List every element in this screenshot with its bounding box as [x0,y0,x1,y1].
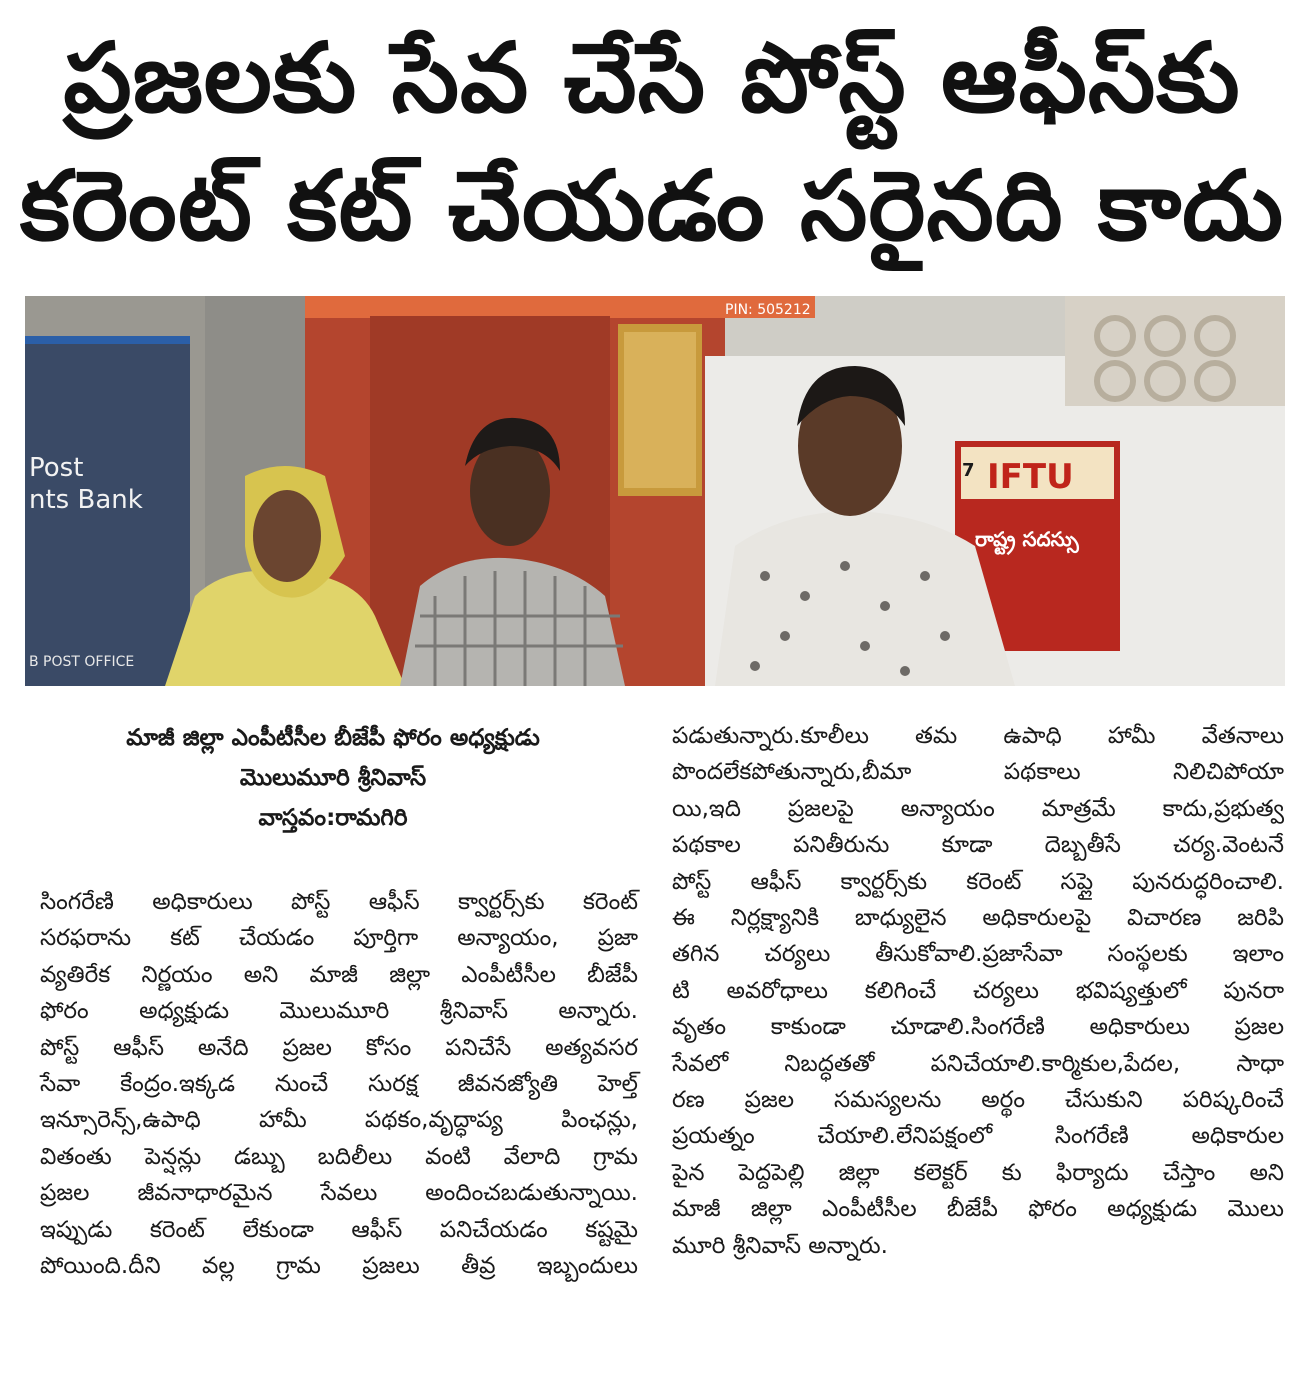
article-line: వ్యతిరేక నిర్ణయం అని మాజీ జిల్లా ఎంపీటీసీల బీజేపీ [40,961,638,988]
article-line: సరఫరాను కట్ చేయడం పూర్తిగా అన్యాయం, ప్రజా [40,925,638,952]
headline-line-1: ప్రజలకు సేవ చేసే పోస్ట్ ఆఫీస్‌కు [63,22,1241,134]
article-line: యి,ఇది ప్రజలపై అన్యాయం మాత్రమే కాదు,ప్రభుత్వ [672,795,1284,822]
dateline: వాస్తవం:రామగిరి [258,805,408,831]
headline [20,14,1284,270]
article-line: సేవలో నిబద్ధతతో పనిచేయాలి.కార్మికుల,పేదల, సాధా [672,1050,1284,1077]
article-line: ఫోరం అధ్యక్షుడు మొలుమూరి శ్రీనివాస్ అన్నారు. [40,998,638,1025]
poster-title: IFTU [987,457,1074,497]
poster-subtitle: రాష్ట్ర సదస్సు [975,527,1079,551]
article-line: పథకాల పనితీరును కూడా దెబ్బతీసే చర్య.వెంటనే [672,832,1284,859]
article-line: టి అవరోధాలు కలిగించే చర్యలు భవిష్యత్తులో పునరా [672,977,1284,1004]
article-line: పోయింది.దీని వల్ల గ్రామ ప్రజలు తీవ్ర ఇబ్బందులు [40,1253,638,1280]
article-line: ఇప్పుడు కరెంట్ లేకుండా ఆఫీస్ పనిచేయడం కష్టమై [40,1216,638,1243]
article-line: మూరి శ్రీనివాస్ అన్నారు. [672,1232,888,1259]
article-line: పోస్ట్ ఆఫీస్ అనేది ప్రజల కోసం పనిచేసే అత్యవసర [40,1034,638,1061]
sign-text-post: Post [29,453,84,483]
article-line: వితంతు పెన్షన్లు డబ్బు బదిలీలు వంటి వేలాది గ్రామ [40,1143,638,1170]
article-line: సింగరేణి అధికారులు పోస్ట్ ఆఫీస్ క్వార్టర్స్‌కు కరెంట్ [40,889,638,915]
article-line: పడుతున్నారు.కూలీలు తమ ఉపాధి హామీ వేతనాలు [672,723,1284,749]
article-line: పోస్ట్ ఆఫీస్ క్వార్టర్స్‌కు కరెంట్ సప్లై పునరుద్ధరించాలి. [672,868,1284,895]
caption-line-2: మొలుమూరి శ్రీనివాస్ [239,765,427,791]
article-line: ఈ నిర్లక్ష్యానికి బాధ్యులైన అధికారులపై విచారణ జరిపి [672,905,1284,932]
sign-text-post-office: B POST OFFICE [29,654,135,670]
sign-text-bank: nts Bank [29,485,143,515]
pin-sign: PIN: 505212 [725,302,811,318]
article-line: సేవా కేంద్రం.ఇక్కడ నుంచే సురక్ష జీవనజ్యోతి హెల్త్ [40,1071,638,1098]
article-line: వృతం కాకుండా చూడాలి.సింగరేణి అధికారులు ప్రజల [672,1014,1284,1041]
article-column-right [672,718,1284,1264]
article-line: ఇన్సూరెన్స్,ఉపాధి హామీ పథకం,వృద్ధాప్య పింఛన్లు, [40,1107,638,1134]
article-line: పైన పెద్దపెల్లి జిల్లా కలెక్టర్ కు ఫిర్యాదు చేస్తాం అని [672,1159,1284,1186]
photo-illustration [25,296,1285,686]
article-line: మాజీ జిల్లా ఎంపీటీసీల బీజేపీ ఫోరం అధ్యక్షుడు మొలు [672,1196,1284,1223]
photo-caption [28,718,638,838]
article-line: పొందలేకపోతున్నారు,బీమా పథకాలు నిలిచిపోయా [672,759,1284,786]
poster-number: 7 [962,460,975,481]
article-column-left [40,884,638,1284]
article-line: రణ ప్రజల సమస్యలను అర్థం చేసుకుని పరిష్కరించే [672,1087,1284,1114]
news-photo [25,296,1285,686]
article-line: ప్రజల జీవనాధారమైన సేవలు అందించబడుతున్నాయి. [40,1180,638,1207]
headline-line-2: కరెంట్ కట్ చేయడం సరైనది కాదు [20,150,1285,262]
caption-line-1: మాజీ జిల్లా ఎంపీటీసీల బీజేపీ ఫోరం అధ్యక్షుడు [126,725,540,751]
article-line: ప్రయత్నం చేయాలి.లేనిపక్షంలో సింగరేణి అధికారుల [672,1123,1284,1150]
article-line: తగిన చర్యలు తీసుకోవాలి.ప్రజాసేవా సంస్థలకు ఇలాం [672,941,1284,968]
